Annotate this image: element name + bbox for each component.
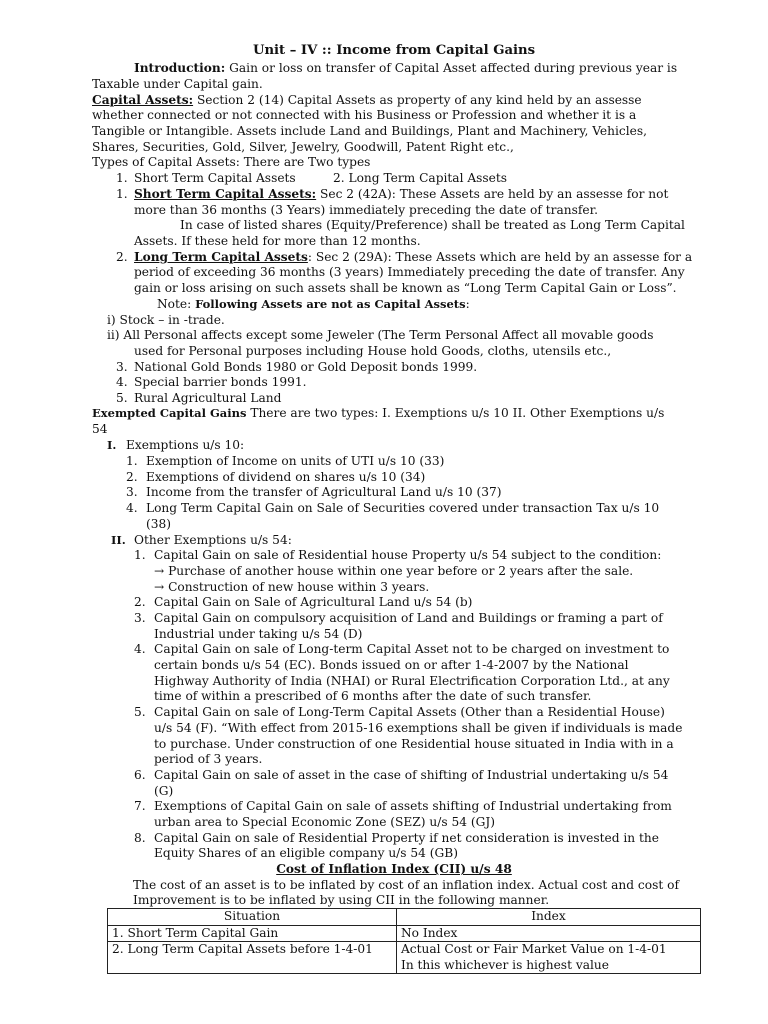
- sec54-item-7-line-1: Exemptions of Capital Gain on sale of assets shifting of Industrial undertaking from: [154, 799, 672, 813]
- sec54-roman: II.: [111, 533, 126, 547]
- stca-line-3: In case of listed shares (Equity/Preference) shall be treated as Long Term Capital: [180, 218, 685, 232]
- ltca-line-2: period of exceeding 36 months (3 years) Immediately preceding the date of transfer. Any: [134, 265, 685, 279]
- sec54-num-5: 5.: [134, 705, 146, 719]
- sec54-item-4-line-3: Highway Authority of India (NHAI) or Rural Electrification Corporation Ltd., at any: [154, 674, 670, 688]
- table-row: [108, 925, 701, 942]
- cii-table: [107, 908, 701, 974]
- stca-line-2: more than 36 months (3 Years) immediately preceding the date of transfer.: [134, 203, 598, 217]
- ltca-label: Long Term Capital Assets: [134, 250, 308, 264]
- sec10-num-3: 3.: [126, 485, 138, 499]
- sec54-item-1-line-1: Capital Gain on sale of Residential house Property u/s 54 subject to the condition:: [154, 548, 662, 562]
- stca-line-4: Assets. If these held for more than 12 months.: [134, 234, 421, 248]
- sec54-num-1: 1.: [134, 548, 146, 562]
- table-row: [108, 942, 701, 974]
- table-cell-index-line-1: Actual Cost or Fair Market Value on 1-4-01: [401, 942, 667, 956]
- exempted-label: Exempted Capital Gains: [92, 406, 247, 420]
- cii-text-2: Improvement is to be inflated by using CII in the following manner.: [133, 893, 550, 907]
- sec54-item-4-line-1: Capital Gain on sale of Long-term Capital Asset not to be charged on investment to: [154, 642, 670, 656]
- capital-assets-line-1: [92, 93, 642, 109]
- sec10-item-2: Exemptions of dividend on shares u/s 10 (34): [146, 470, 426, 484]
- note-num-5: 5.: [116, 391, 128, 405]
- stca-num: 1.: [116, 187, 128, 201]
- table-cell-situation: 1. Short Term Capital Gain: [108, 925, 397, 942]
- ltca-line-3: gain or loss arising on such assets shall be known as “Long Term Capital Gain or Loss”.: [134, 281, 677, 295]
- sec10-heading: Exemptions u/s 10:: [126, 438, 245, 452]
- note-bold: Following Assets are not as Capital Assets: [195, 297, 466, 311]
- sec10-num-2: 2.: [126, 470, 138, 484]
- capital-assets-line-3: Tangible or Intangible. Assets include Land and Buildings, Plant and Machinery, Vehicles,: [92, 124, 647, 138]
- types-intro: Types of Capital Assets: There are Two types: [92, 155, 371, 169]
- sec54-num-8: 8.: [134, 831, 146, 845]
- sec54-item-5-line-1: Capital Gain on sale of Long-Term Capital Assets (Other than a Residential House): [154, 705, 665, 719]
- intro-line-1: [134, 61, 677, 77]
- sec54-item-7-line-2: urban area to Special Economic Zone (SEZ) u/s 54 (GJ): [154, 815, 495, 829]
- sec54-num-6: 6.: [134, 768, 146, 782]
- exempted-text-1: There are two types: I. Exemptions u/s 10 II. Other Exemptions u/s: [246, 406, 665, 420]
- sec54-item-1-line-2: → Purchase of another house within one year before or 2 years after the sale.: [154, 564, 634, 578]
- capital-assets-text-1: Section 2 (14) Capital Assets as property of any kind held by an assesse: [193, 93, 642, 107]
- types-num-1: 1.: [116, 171, 128, 185]
- note-item-ii-line-1: ii) All Personal affects except some Jeweler (The Term Personal Affect all movable goods: [107, 328, 654, 342]
- stca-line-1: [134, 187, 668, 203]
- sec54-num-7: 7.: [134, 799, 146, 813]
- note-item-5: Rural Agricultural Land: [134, 391, 282, 405]
- stca-text-1: Sec 2 (42A): These Assets are held by an assesse for not: [316, 187, 669, 201]
- ltca-text-1: : Sec 2 (29A): These Assets which are held by an assesse for a: [307, 250, 693, 264]
- note-item-3: National Gold Bonds 1980 or Gold Deposit bonds 1999.: [134, 360, 478, 374]
- sec54-item-6-line-1: Capital Gain on sale of asset in the case of shifting of Industrial undertaking u/s 54: [154, 768, 669, 782]
- note-num-3: 3.: [116, 360, 128, 374]
- sec54-item-4-line-4: time of within a prescribed of 6 months after the date of such transfer.: [154, 689, 592, 703]
- sec54-item-4-line-2: certain bonds u/s 54 (EC). Bonds issued on or after 1-4-2007 by the National: [154, 658, 629, 672]
- types-item-2: 2. Long Term Capital Assets: [333, 171, 508, 185]
- table-header-row: [108, 909, 701, 926]
- note-item-4: Special barrier bonds 1991.: [134, 375, 307, 389]
- sec10-num-4: 4.: [126, 501, 138, 515]
- exempted-line-2: 54: [92, 422, 108, 436]
- note-num-4: 4.: [116, 375, 128, 389]
- sec10-num-1: 1.: [126, 454, 138, 468]
- table-header-index: Index: [397, 909, 701, 926]
- cii-text-1: The cost of an asset is to be inflated by cost of an inflation index. Actual cost and cost of: [133, 878, 679, 892]
- ltca-num: 2.: [116, 250, 128, 264]
- sec54-item-5-line-3: to purchase. Under construction of one Residential house situated in India with in a: [154, 737, 674, 751]
- sec54-item-2: Capital Gain on Sale of Agricultural Land u/s 54 (b): [154, 595, 473, 609]
- stca-label: Short Term Capital Assets:: [134, 187, 317, 201]
- sec10-item-3: Income from the transfer of Agricultural Land u/s 10 (37): [146, 485, 502, 499]
- intro-text-1: Gain or loss on transfer of Capital Asset affected during previous year is: [225, 61, 678, 75]
- intro-line-2: Taxable under Capital gain.: [92, 77, 263, 91]
- sec54-num-4: 4.: [134, 642, 146, 656]
- table-cell-index-line-2: In this whichever is highest value: [401, 957, 609, 972]
- sec54-heading: Other Exemptions u/s 54:: [134, 533, 292, 547]
- sec54-num-3: 3.: [134, 611, 146, 625]
- note-item-ii-line-2: used for Personal purposes including House hold Goods, cloths, utensils etc.,: [134, 344, 612, 358]
- table-cell-index: [397, 942, 701, 974]
- note-line: [157, 297, 470, 313]
- note-item-i: i) Stock – in -trade.: [107, 313, 225, 327]
- sec54-item-8-line-1: Capital Gain on sale of Residential Property if net consideration is invested in the: [154, 831, 659, 845]
- sec54-item-8-line-2: Equity Shares of an eligible company u/s 54 (GB): [154, 846, 459, 860]
- exempted-line-1: [92, 406, 664, 422]
- sec54-item-6-line-2: (G): [154, 784, 174, 798]
- sec10-item-4-line-2: (38): [146, 517, 172, 531]
- sec10-item-4-line-1: Long Term Capital Gain on Sale of Securities covered under transaction Tax u/s 10: [146, 501, 660, 515]
- sec54-item-5-line-2: u/s 54 (F). “With effect from 2015-16 exemptions shall be given if individuals is made: [154, 721, 683, 735]
- types-item-1: Short Term Capital Assets: [134, 171, 296, 185]
- page-title: Unit – IV :: Income from Capital Gains: [252, 43, 536, 58]
- note-suffix: :: [465, 297, 470, 311]
- sec10-item-1: Exemption of Income on units of UTI u/s 10 (33): [146, 454, 445, 468]
- table-cell-index: No Index: [397, 925, 701, 942]
- sec54-item-1-line-3: → Construction of new house within 3 years.: [154, 580, 430, 594]
- intro-label: Introduction:: [134, 61, 226, 75]
- capital-assets-line-4: Shares, Securities, Gold, Silver, Jewelry, Goodwill, Patent Right etc.,: [92, 140, 514, 154]
- capital-assets-label: Capital Assets:: [92, 93, 194, 107]
- sec54-item-3-line-2: Industrial under taking u/s 54 (D): [154, 627, 363, 641]
- sec54-item-5-line-4: period of 3 years.: [154, 752, 263, 766]
- cii-heading: Cost of Inflation Index (CII) u/s 48: [276, 862, 512, 876]
- sec54-num-2: 2.: [134, 595, 146, 609]
- capital-assets-line-2: whether connected or not connected with his Business or Profession and whether it is a: [92, 108, 637, 122]
- sec10-roman: I.: [107, 438, 117, 452]
- sec54-item-3-line-1: Capital Gain on compulsory acquisition of Land and Buildings or framing a part of: [154, 611, 663, 625]
- table-cell-situation: 2. Long Term Capital Assets before 1-4-01: [108, 942, 397, 974]
- table-header-situation: Situation: [108, 909, 397, 926]
- ltca-line-1: [134, 250, 692, 266]
- note-prefix: Note:: [157, 297, 196, 311]
